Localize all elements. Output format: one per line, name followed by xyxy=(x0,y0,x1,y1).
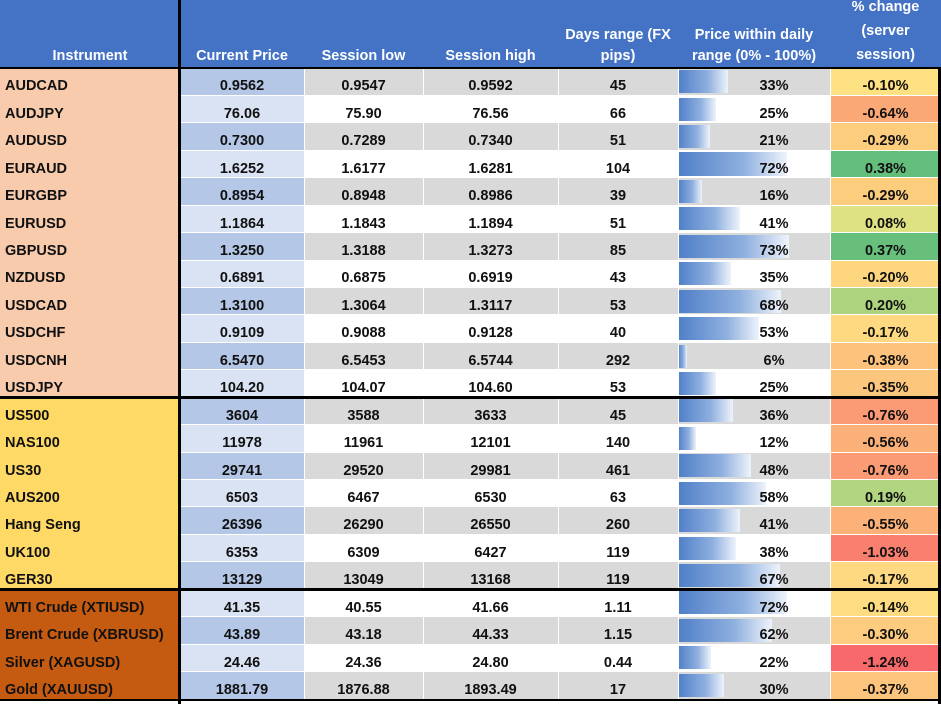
percent-change: -1.24% xyxy=(830,644,941,671)
instrument-name: USDCHF xyxy=(0,315,180,342)
range-bar xyxy=(678,674,724,697)
session-high: 29981 xyxy=(423,452,558,479)
current-price: 6503 xyxy=(180,480,304,507)
days-range: 66 xyxy=(558,95,678,122)
price-within-range xyxy=(678,150,830,177)
current-price: 0.7300 xyxy=(180,123,304,150)
session-high: 0.9128 xyxy=(423,315,558,342)
days-range: 104 xyxy=(558,150,678,177)
current-price: 1.6252 xyxy=(180,150,304,177)
row-divider xyxy=(180,122,941,123)
column-divider xyxy=(830,68,831,699)
current-price: 0.9562 xyxy=(180,68,304,95)
price-within-range xyxy=(678,95,830,122)
bottom-border xyxy=(0,699,941,701)
range-percent-label: 22% xyxy=(759,654,789,671)
instrument-name: AUS200 xyxy=(0,480,180,507)
range-bar xyxy=(678,345,687,368)
table-row xyxy=(0,315,941,342)
days-range: 53 xyxy=(558,287,678,314)
percent-change: -0.35% xyxy=(830,370,941,397)
table-row xyxy=(0,68,941,95)
current-price: 1881.79 xyxy=(180,672,304,699)
instrument-name: Silver (XAGUSD) xyxy=(0,644,180,671)
row-divider xyxy=(180,150,941,151)
percent-change: -0.56% xyxy=(830,425,941,452)
header-session-high: Session high xyxy=(423,0,558,68)
instrument-name: WTI Crude (XTIUSD) xyxy=(0,589,180,616)
instrument-name: US500 xyxy=(0,397,180,424)
table-row xyxy=(0,287,941,314)
session-low: 1.1843 xyxy=(304,205,423,232)
instrument-name: NZDUSD xyxy=(0,260,180,287)
session-low: 0.7289 xyxy=(304,123,423,150)
row-divider xyxy=(180,616,941,617)
price-within-range xyxy=(678,123,830,150)
header-instrument: Instrument xyxy=(0,0,180,68)
price-within-range xyxy=(678,562,830,589)
table-row xyxy=(0,342,941,369)
session-high: 3633 xyxy=(423,397,558,424)
row-divider xyxy=(180,342,941,343)
percent-change: -0.76% xyxy=(830,397,941,424)
table-row xyxy=(0,452,941,479)
session-high: 1.3273 xyxy=(423,233,558,260)
range-bar xyxy=(678,427,696,450)
row-divider xyxy=(180,644,941,645)
column-border xyxy=(178,0,181,704)
row-divider xyxy=(180,671,941,672)
session-low: 0.9547 xyxy=(304,68,423,95)
row-divider xyxy=(180,177,941,178)
range-bar xyxy=(678,125,710,148)
current-price: 6353 xyxy=(180,534,304,561)
days-range: 51 xyxy=(558,205,678,232)
header-days-range: Days range (FX pips) xyxy=(558,0,678,68)
table-row xyxy=(0,644,941,671)
instrument-name: Gold (XAUUSD) xyxy=(0,672,180,699)
session-low: 26290 xyxy=(304,507,423,534)
price-within-range xyxy=(678,205,830,232)
range-percent-label: 36% xyxy=(759,407,789,424)
price-within-range xyxy=(678,672,830,699)
table-row xyxy=(0,233,941,260)
price-within-range xyxy=(678,287,830,314)
session-low: 43.18 xyxy=(304,617,423,644)
current-price: 0.6891 xyxy=(180,260,304,287)
session-low: 6467 xyxy=(304,480,423,507)
session-low: 40.55 xyxy=(304,589,423,616)
current-price: 6.5470 xyxy=(180,342,304,369)
session-high: 1.6281 xyxy=(423,150,558,177)
current-price: 0.8954 xyxy=(180,178,304,205)
instrument-name: NAS100 xyxy=(0,425,180,452)
days-range: 260 xyxy=(558,507,678,534)
days-range: 39 xyxy=(558,178,678,205)
current-price: 1.3250 xyxy=(180,233,304,260)
session-high: 12101 xyxy=(423,425,558,452)
percent-change: -0.64% xyxy=(830,95,941,122)
percent-change: -0.55% xyxy=(830,507,941,534)
group-border xyxy=(0,588,941,591)
current-price: 43.89 xyxy=(180,617,304,644)
range-percent-label: 25% xyxy=(759,105,789,122)
session-low: 75.90 xyxy=(304,95,423,122)
table-row xyxy=(0,672,941,699)
percent-change: 0.20% xyxy=(830,287,941,314)
row-divider xyxy=(180,314,941,315)
price-within-range xyxy=(678,425,830,452)
instrument-name: EURAUD xyxy=(0,150,180,177)
instrument-name: EURGBP xyxy=(0,178,180,205)
current-price: 3604 xyxy=(180,397,304,424)
current-price: 0.9109 xyxy=(180,315,304,342)
column-divider xyxy=(558,68,559,699)
days-range: 119 xyxy=(558,562,678,589)
table-row xyxy=(0,260,941,287)
current-price: 1.3100 xyxy=(180,287,304,314)
column-divider xyxy=(423,68,424,699)
session-high: 41.66 xyxy=(423,589,558,616)
header-session-low: Session low xyxy=(304,0,423,68)
price-within-range xyxy=(678,370,830,397)
table-row xyxy=(0,397,941,424)
percent-change: -0.20% xyxy=(830,260,941,287)
days-range: 45 xyxy=(558,68,678,95)
days-range: 140 xyxy=(558,425,678,452)
table-row xyxy=(0,589,941,616)
table-row xyxy=(0,507,941,534)
table-row xyxy=(0,480,941,507)
range-percent-label: 33% xyxy=(759,78,789,95)
range-percent-label: 53% xyxy=(759,325,789,342)
range-percent-label: 30% xyxy=(759,681,789,698)
session-low: 24.36 xyxy=(304,644,423,671)
row-divider xyxy=(180,287,941,288)
price-within-range xyxy=(678,342,830,369)
row-divider xyxy=(180,561,941,562)
table-row xyxy=(0,562,941,589)
price-within-range xyxy=(678,233,830,260)
session-high: 1.3117 xyxy=(423,287,558,314)
instrument-name: Brent Crude (XBRUSD) xyxy=(0,617,180,644)
price-within-range xyxy=(678,178,830,205)
current-price: 41.35 xyxy=(180,589,304,616)
range-percent-label: 48% xyxy=(759,462,789,479)
days-range: 43 xyxy=(558,260,678,287)
current-price: 26396 xyxy=(180,507,304,534)
percent-change: -0.10% xyxy=(830,68,941,95)
row-divider xyxy=(180,506,941,507)
price-within-range xyxy=(678,315,830,342)
instrument-name: USDCNH xyxy=(0,342,180,369)
row-divider xyxy=(180,452,941,453)
header-price-within-range: Price within daily range (0% - 100%) xyxy=(678,0,830,68)
range-percent-label: 58% xyxy=(759,489,789,506)
days-range: 51 xyxy=(558,123,678,150)
session-low: 6309 xyxy=(304,534,423,561)
session-high: 1.1894 xyxy=(423,205,558,232)
session-low: 0.8948 xyxy=(304,178,423,205)
header-border xyxy=(0,67,941,69)
range-percent-label: 21% xyxy=(759,133,789,150)
percent-change: -0.37% xyxy=(830,672,941,699)
days-range: 0.44 xyxy=(558,644,678,671)
range-bar xyxy=(678,372,716,395)
days-range: 45 xyxy=(558,397,678,424)
instrument-name: US30 xyxy=(0,452,180,479)
price-within-range xyxy=(678,644,830,671)
session-low: 13049 xyxy=(304,562,423,589)
column-divider xyxy=(304,68,305,699)
session-low: 0.9088 xyxy=(304,315,423,342)
days-range: 119 xyxy=(558,534,678,561)
session-low: 11961 xyxy=(304,425,423,452)
days-range: 40 xyxy=(558,315,678,342)
session-low: 1876.88 xyxy=(304,672,423,699)
row-divider xyxy=(180,424,941,425)
session-low: 1.6177 xyxy=(304,150,423,177)
price-within-range xyxy=(678,397,830,424)
session-high: 6530 xyxy=(423,480,558,507)
current-price: 76.06 xyxy=(180,95,304,122)
percent-change: -1.03% xyxy=(830,534,941,561)
current-price: 24.46 xyxy=(180,644,304,671)
range-percent-label: 16% xyxy=(759,188,789,205)
table-row xyxy=(0,95,941,122)
session-high: 0.6919 xyxy=(423,260,558,287)
range-bar xyxy=(678,646,711,669)
price-within-range xyxy=(678,452,830,479)
days-range: 53 xyxy=(558,370,678,397)
range-percent-label: 6% xyxy=(763,352,785,369)
days-range: 17 xyxy=(558,672,678,699)
percent-change: -0.17% xyxy=(830,562,941,589)
price-within-range xyxy=(678,589,830,616)
days-range: 1.15 xyxy=(558,617,678,644)
current-price: 29741 xyxy=(180,452,304,479)
range-percent-label: 72% xyxy=(759,599,789,616)
session-low: 3588 xyxy=(304,397,423,424)
range-percent-label: 12% xyxy=(759,435,789,452)
row-divider xyxy=(180,232,941,233)
price-within-range xyxy=(678,534,830,561)
range-bar xyxy=(678,98,716,121)
range-percent-label: 38% xyxy=(759,544,789,561)
table-row xyxy=(0,123,941,150)
days-range: 85 xyxy=(558,233,678,260)
row-divider xyxy=(180,205,941,206)
percent-change: 0.38% xyxy=(830,150,941,177)
row-divider xyxy=(180,534,941,535)
table-row xyxy=(0,370,941,397)
session-high: 6427 xyxy=(423,534,558,561)
header-percent-change: % change (server session) xyxy=(830,0,941,68)
current-price: 11978 xyxy=(180,425,304,452)
range-percent-label: 35% xyxy=(759,270,789,287)
percent-change: 0.19% xyxy=(830,480,941,507)
current-price: 1.1864 xyxy=(180,205,304,232)
session-high: 13168 xyxy=(423,562,558,589)
session-high: 104.60 xyxy=(423,370,558,397)
session-high: 0.7340 xyxy=(423,123,558,150)
table-row xyxy=(0,150,941,177)
instrument-name: Hang Seng xyxy=(0,507,180,534)
instrument-name: EURUSD xyxy=(0,205,180,232)
range-bar xyxy=(678,180,702,203)
instrument-name: AUDUSD xyxy=(0,123,180,150)
percent-change: -0.76% xyxy=(830,452,941,479)
price-within-range xyxy=(678,617,830,644)
table-row xyxy=(0,178,941,205)
percent-change: -0.14% xyxy=(830,589,941,616)
price-within-range xyxy=(678,68,830,95)
session-low: 6.5453 xyxy=(304,342,423,369)
session-high: 24.80 xyxy=(423,644,558,671)
percent-change: -0.29% xyxy=(830,123,941,150)
table-row xyxy=(0,534,941,561)
current-price: 104.20 xyxy=(180,370,304,397)
percent-change: 0.08% xyxy=(830,205,941,232)
row-divider xyxy=(180,479,941,480)
days-range: 461 xyxy=(558,452,678,479)
price-within-range xyxy=(678,260,830,287)
column-divider xyxy=(678,68,679,699)
percent-change: -0.38% xyxy=(830,342,941,369)
session-high: 76.56 xyxy=(423,95,558,122)
instrument-name: USDCAD xyxy=(0,287,180,314)
session-low: 29520 xyxy=(304,452,423,479)
percent-change: -0.17% xyxy=(830,315,941,342)
range-percent-label: 72% xyxy=(759,160,789,177)
range-percent-label: 68% xyxy=(759,297,789,314)
session-low: 1.3188 xyxy=(304,233,423,260)
instrument-name: GBPUSD xyxy=(0,233,180,260)
days-range: 292 xyxy=(558,342,678,369)
instrument-name: AUDJPY xyxy=(0,95,180,122)
range-percent-label: 73% xyxy=(759,243,789,260)
range-percent-label: 41% xyxy=(759,215,789,232)
days-range: 1.11 xyxy=(558,589,678,616)
session-high: 0.9592 xyxy=(423,68,558,95)
instrument-name: GER30 xyxy=(0,562,180,589)
table-row xyxy=(0,617,941,644)
instrument-name: UK100 xyxy=(0,534,180,561)
session-low: 1.3064 xyxy=(304,287,423,314)
session-high: 1893.49 xyxy=(423,672,558,699)
price-within-range xyxy=(678,507,830,534)
session-high: 44.33 xyxy=(423,617,558,644)
range-percent-label: 25% xyxy=(759,380,789,397)
session-low: 0.6875 xyxy=(304,260,423,287)
session-high: 0.8986 xyxy=(423,178,558,205)
table-row xyxy=(0,205,941,232)
header-current-price: Current Price xyxy=(180,0,304,68)
session-high: 6.5744 xyxy=(423,342,558,369)
price-within-range xyxy=(678,480,830,507)
group-border xyxy=(0,396,941,399)
session-low: 104.07 xyxy=(304,370,423,397)
percent-change: -0.30% xyxy=(830,617,941,644)
percent-change: -0.29% xyxy=(830,178,941,205)
row-divider xyxy=(180,369,941,370)
instrument-name: USDJPY xyxy=(0,370,180,397)
row-divider xyxy=(180,260,941,261)
percent-change: 0.37% xyxy=(830,233,941,260)
instrument-name: AUDCAD xyxy=(0,68,180,95)
days-range: 63 xyxy=(558,480,678,507)
range-percent-label: 62% xyxy=(759,627,789,644)
session-high: 26550 xyxy=(423,507,558,534)
range-percent-label: 41% xyxy=(759,517,789,534)
row-divider xyxy=(180,95,941,96)
range-percent-label: 67% xyxy=(759,572,789,589)
current-price: 13129 xyxy=(180,562,304,589)
table-row xyxy=(0,425,941,452)
